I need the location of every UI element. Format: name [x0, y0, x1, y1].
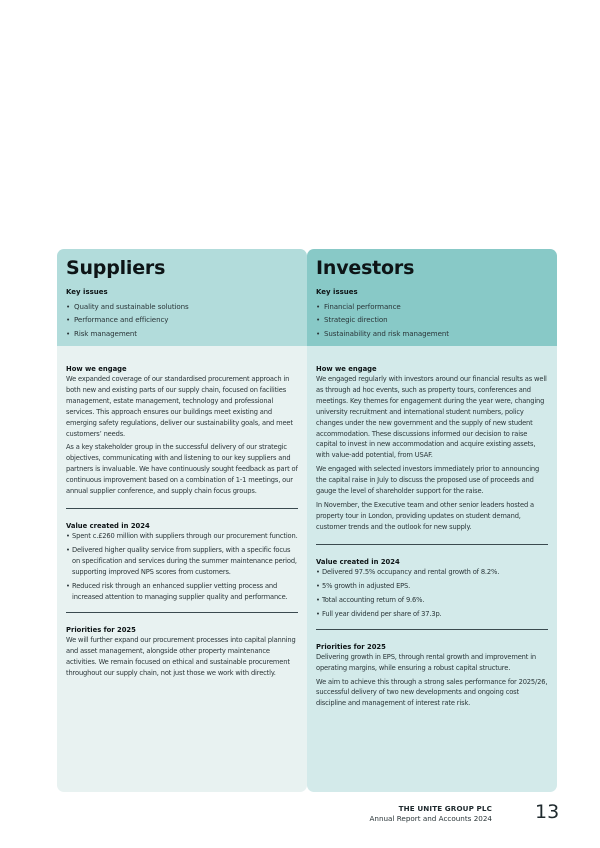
footer-report-title: Annual Report and Accounts 2024 [369, 814, 492, 823]
key-issue-item: • Strategic direction [316, 313, 548, 326]
investors-priorities-paragraph: We aim to achieve this through a strong sales performance for 2025/26, successful delivery of two new developments and ongoing cost discipline and management of interest rate risk. [316, 677, 548, 708]
suppliers-how-we-engage-label: How we engage [66, 365, 127, 373]
value-item: • Full year dividend per share of 37.3p. [316, 609, 548, 620]
value-item: • Delivered higher quality service from suppliers, with a specific focus on specification and services during the summer maintenance period, supporting improved NPS scores from customers. [66, 545, 298, 578]
key-issue-item: • Financial performance [316, 300, 548, 313]
page-number: 13 [535, 801, 560, 823]
suppliers-key-issues-label: Key issues [66, 288, 108, 296]
value-item: • Reduced risk through an enhanced supplier vetting process and increased attention to managing supplier quality and performance. [66, 581, 298, 603]
investors-key-issues-list [316, 300, 548, 340]
investors-key-issues-label: Key issues [316, 288, 358, 296]
suppliers-engage-paragraph: We expanded coverage of our standardised procurement approach in both new and existing parts of our supply chain, focused on facilities management, estate management, technology and professional services. This approach ensures our buildings meet existing and emerging safety regulations, deliver our sustainability goals, and meet customers’ needs. [66, 375, 293, 438]
investors-engage-paragraph: In November, the Executive team and other senior leaders hosted a property tour in London, providing updates on student demand, customer trends and the outlook for new supply. [316, 500, 535, 531]
divider [66, 612, 298, 613]
investors-header [307, 249, 557, 346]
investors-value-list [316, 567, 548, 620]
investors-title: Investors [316, 257, 415, 279]
suppliers-panel [57, 249, 307, 792]
investors-how-we-engage-label: How we engage [316, 365, 377, 373]
suppliers-engage-paragraph: As a key stakeholder group in the successful delivery of our strategic objectives, communicating with and listening to our key suppliers and partners is invaluable. We have continuously sought feedback as part of continuous improvement based on a combination of 1-1 meetings, our annual supplier conference, and supply chain focus groups. [66, 443, 298, 496]
suppliers-value-list [66, 531, 298, 602]
page-footer [369, 804, 492, 823]
value-item: • Spent c.£260 million with suppliers through our procurement function. [66, 531, 298, 542]
suppliers-title: Suppliers [66, 257, 166, 279]
value-item: • Total accounting return of 9.6%. [316, 595, 548, 606]
key-issue-item: • Risk management [66, 327, 298, 340]
key-issue-item: • Performance and efficiency [66, 313, 298, 326]
key-issue-item: • Sustainability and risk management [316, 327, 548, 340]
divider [316, 629, 548, 630]
footer-company-name: THE UNITE GROUP PLC [398, 804, 492, 813]
suppliers-key-issues-list [66, 300, 298, 340]
suppliers-body [57, 346, 307, 792]
divider [316, 544, 548, 545]
investors-panel [307, 249, 557, 792]
investors-body [307, 346, 557, 792]
value-item: • Delivered 97.5% occupancy and rental growth of 8.2%. [316, 567, 548, 578]
investors-priorities-paragraph: Delivering growth in EPS, through rental growth and improvement in operating margins, while ensuring a robust capital structure. [316, 652, 536, 672]
suppliers-priorities-label: Priorities for 2025 [66, 625, 136, 634]
investors-value-label: Value created in 2024 [316, 557, 400, 566]
suppliers-priorities-paragraph: We will further expand our procurement processes into capital planning and asset management, alongside other property maintenance activities. We remain focused on ethical and sustainable procurement throughout our supply chain, not just those we work with directly. [66, 635, 296, 677]
investors-engage-paragraph: We engaged regularly with investors around our financial results as well as through ad hoc events, such as property tours, conferences and meetings. Key themes for engagement during the year were, changing university recruitment and international student numbers, policy changes under the new government and the supply of new student accommodation. These discussions informed our decision to raise capital to invest in new accommodation and acquire existing assets, with value-add potential, from USAF. [316, 375, 547, 460]
value-item: • 5% growth in adjusted EPS. [316, 581, 548, 592]
suppliers-header [57, 249, 307, 346]
divider [66, 508, 298, 509]
suppliers-value-label: Value created in 2024 [66, 522, 150, 531]
investors-priorities-label: Priorities for 2025 [316, 642, 386, 651]
key-issue-item: • Quality and sustainable solutions [66, 300, 298, 313]
investors-engage-paragraph: We engaged with selected investors immediately prior to announcing the capital raise in July to discuss the proposed use of proceeds and gauge the level of shareholder support for the raise. [316, 465, 540, 496]
